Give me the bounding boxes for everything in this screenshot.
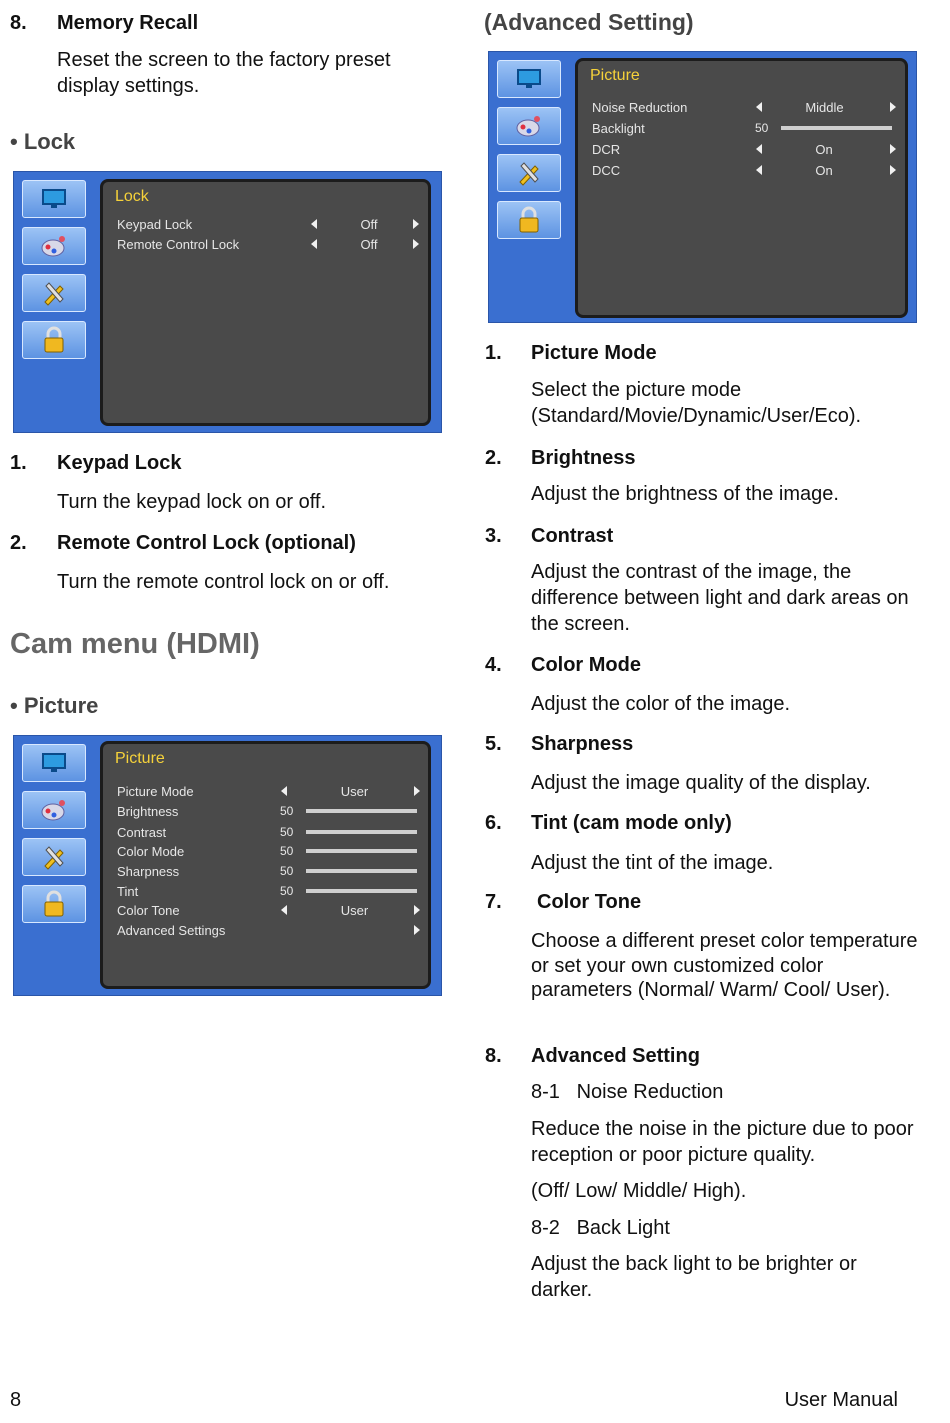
advanced-settings-row[interactable] bbox=[117, 920, 422, 940]
arrow-right-icon[interactable] bbox=[890, 165, 896, 175]
arrow-left-icon[interactable] bbox=[311, 219, 317, 229]
slider-row[interactable] bbox=[117, 822, 422, 842]
arrow-left-icon[interactable] bbox=[756, 165, 762, 175]
arrow-right-icon[interactable] bbox=[890, 144, 896, 154]
lock-menu-screenshot bbox=[13, 171, 442, 433]
arrow-left-icon[interactable] bbox=[756, 144, 762, 154]
backlight-value: 50 bbox=[755, 121, 769, 135]
lock-heading: • Lock bbox=[10, 129, 76, 154]
monitor-icon bbox=[497, 60, 561, 98]
remote-lock-number: 2. bbox=[10, 532, 27, 554]
item-title: Contrast bbox=[531, 525, 614, 547]
remote-control-lock-row[interactable] bbox=[117, 234, 422, 254]
item-title: Color Tone bbox=[537, 891, 642, 913]
keypad-lock-number: 1. bbox=[10, 452, 27, 474]
arrow-right-icon[interactable] bbox=[413, 239, 419, 249]
dcr-label: DCR bbox=[592, 141, 621, 157]
slider-row[interactable] bbox=[117, 861, 422, 881]
slider-row[interactable] bbox=[117, 881, 422, 901]
arrow-left-icon[interactable] bbox=[311, 239, 317, 249]
item-desc: Adjust the brightness of the image. bbox=[531, 483, 839, 505]
arrow-right-icon[interactable] bbox=[414, 925, 420, 935]
item-desc: Select the picture mode (Standard/Movie/Dynamic/User/Eco). bbox=[531, 379, 862, 427]
item-number: 1. bbox=[485, 342, 502, 364]
advanced-setting-heading: (Advanced Setting) bbox=[484, 9, 694, 35]
slider-bar[interactable] bbox=[306, 809, 417, 813]
item-number: 8. bbox=[485, 1045, 502, 1067]
arrow-right-icon[interactable] bbox=[414, 905, 420, 915]
picture-menu-title: Picture bbox=[115, 750, 165, 767]
lock-menu-panel bbox=[100, 179, 431, 426]
color-tone-row[interactable] bbox=[117, 900, 422, 920]
keypad-lock-title: Keypad Lock bbox=[57, 452, 182, 474]
arrow-right-icon[interactable] bbox=[413, 219, 419, 229]
back-light-desc: Adjust the back light to be brighter or darker. bbox=[531, 1253, 857, 1301]
backlight-label: Backlight bbox=[592, 120, 645, 136]
slider-label: Tint bbox=[117, 883, 139, 899]
slider-label: Sharpness bbox=[117, 863, 180, 879]
slider-value: 50 bbox=[280, 884, 294, 898]
keypad-lock-row[interactable] bbox=[117, 214, 422, 234]
memory-recall-number: 8. bbox=[10, 12, 27, 34]
item-number: 4. bbox=[485, 654, 502, 676]
arrow-left-icon[interactable] bbox=[281, 786, 287, 796]
picture-menu-panel bbox=[100, 741, 431, 989]
keypad-lock-label: Keypad Lock bbox=[117, 216, 193, 232]
picture-mode-label: Picture Mode bbox=[117, 783, 194, 799]
noise-reduction-value: Middle bbox=[805, 99, 844, 115]
slider-value: 50 bbox=[280, 864, 294, 878]
item-desc: Adjust the color of the image. bbox=[531, 693, 791, 715]
memory-recall-desc: Reset the screen to the factory preset display settings. bbox=[57, 49, 391, 97]
slider-value: 50 bbox=[280, 804, 294, 818]
backlight-row[interactable] bbox=[592, 118, 902, 138]
dcc-row[interactable] bbox=[592, 160, 902, 180]
arrow-right-icon[interactable] bbox=[890, 102, 896, 112]
memory-recall-title: Memory Recall bbox=[57, 12, 199, 34]
picture-menu-screenshot bbox=[13, 735, 442, 996]
dcc-value: On bbox=[815, 162, 833, 178]
noise-reduction-subheading: 8-1 Noise Reduction bbox=[531, 1081, 724, 1103]
arrow-left-icon[interactable] bbox=[756, 102, 762, 112]
color-palette-icon bbox=[497, 107, 561, 145]
slider-bar[interactable] bbox=[306, 889, 417, 893]
advanced-menu-title: Picture bbox=[590, 67, 640, 84]
dcc-label: DCC bbox=[592, 162, 621, 178]
noise-reduction-row[interactable] bbox=[592, 97, 902, 117]
slider-bar[interactable] bbox=[306, 849, 417, 853]
item-title: Color Mode bbox=[531, 654, 641, 676]
item-title: Picture Mode bbox=[531, 342, 657, 364]
back-light-subheading: 8-2 Back Light bbox=[531, 1217, 670, 1239]
noise-reduction-label: Noise Reduction bbox=[592, 99, 688, 115]
item-number: 7. bbox=[485, 891, 502, 913]
item-desc: Adjust the tint of the image. bbox=[531, 852, 774, 874]
remote-control-lock-value: Off bbox=[360, 236, 378, 252]
backlight-bar[interactable] bbox=[781, 126, 892, 130]
advanced-settings-label: Advanced Settings bbox=[117, 922, 226, 938]
picture-mode-row[interactable] bbox=[117, 781, 422, 801]
item-number: 6. bbox=[485, 812, 502, 834]
tools-icon bbox=[22, 274, 86, 312]
color-palette-icon bbox=[22, 791, 86, 829]
item-title: Sharpness bbox=[531, 733, 634, 755]
color-tone-label: Color Tone bbox=[117, 902, 180, 918]
footer-label: User Manual bbox=[784, 1389, 898, 1411]
slider-value: 50 bbox=[280, 825, 294, 839]
item-desc: Choose a different preset color temperature or set your own customized color parameters (Normal/ Warm/ Cool/ User). bbox=[531, 930, 918, 1001]
lock-icon bbox=[497, 201, 561, 239]
item-desc: Adjust the image quality of the display. bbox=[531, 772, 871, 794]
remote-lock-title: Remote Control Lock (optional) bbox=[57, 532, 356, 554]
dcr-value: On bbox=[815, 141, 833, 157]
lock-icon bbox=[22, 321, 86, 359]
tools-icon bbox=[497, 154, 561, 192]
monitor-icon bbox=[22, 744, 86, 782]
remote-control-lock-label: Remote Control Lock bbox=[117, 236, 240, 252]
slider-row[interactable] bbox=[117, 841, 422, 861]
arrow-right-icon[interactable] bbox=[414, 786, 420, 796]
page-number: 8 bbox=[10, 1389, 22, 1411]
slider-label: Contrast bbox=[117, 824, 167, 840]
tools-icon bbox=[22, 838, 86, 876]
item-number: 2. bbox=[485, 447, 502, 469]
picture-mode-value: User bbox=[340, 783, 369, 799]
slider-row[interactable] bbox=[117, 801, 422, 821]
slider-value: 50 bbox=[280, 844, 294, 858]
lock-menu-title: Lock bbox=[115, 188, 149, 205]
keypad-lock-desc: Turn the keypad lock on or off. bbox=[57, 491, 327, 513]
advanced-menu-screenshot bbox=[488, 51, 917, 323]
slider-bar[interactable] bbox=[306, 830, 417, 834]
item-title: Brightness bbox=[531, 447, 636, 469]
slider-label: Color Mode bbox=[117, 843, 185, 859]
slider-bar[interactable] bbox=[306, 869, 417, 873]
slider-label: Brightness bbox=[117, 803, 179, 819]
color-palette-icon bbox=[22, 227, 86, 265]
monitor-icon bbox=[22, 180, 86, 218]
picture-heading: • Picture bbox=[10, 693, 99, 718]
dcr-row[interactable] bbox=[592, 139, 902, 159]
noise-reduction-options: (Off/ Low/ Middle/ High). bbox=[531, 1180, 747, 1202]
item-number: 5. bbox=[485, 733, 502, 755]
keypad-lock-value: Off bbox=[360, 216, 378, 232]
item-desc: Adjust the contrast of the image, the difference between light and dark areas on the screen. bbox=[531, 561, 909, 635]
item-number: 3. bbox=[485, 525, 502, 547]
cam-menu-title: Cam menu (HDMI) bbox=[10, 628, 260, 660]
lock-icon bbox=[22, 885, 86, 923]
arrow-left-icon[interactable] bbox=[281, 905, 287, 915]
noise-reduction-desc: Reduce the noise in the picture due to poor reception or poor picture quality. bbox=[531, 1118, 914, 1166]
remote-lock-desc: Turn the remote control lock on or off. bbox=[57, 571, 390, 593]
advanced-menu-panel bbox=[575, 58, 908, 318]
item-title: Tint (cam mode only) bbox=[531, 812, 732, 834]
item-title: Advanced Setting bbox=[531, 1045, 700, 1067]
color-tone-value: User bbox=[340, 902, 369, 918]
